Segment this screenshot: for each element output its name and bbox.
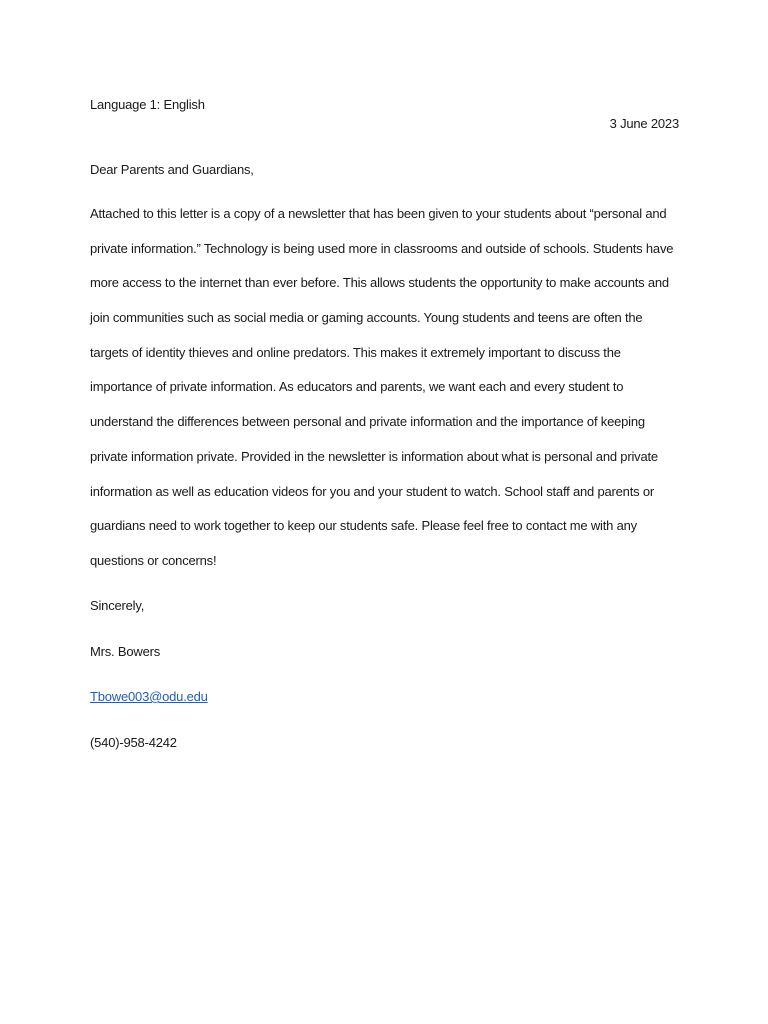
- email-link[interactable]: Tbowe003@odu.edu: [90, 689, 208, 704]
- body-line: Attached to this letter is a copy of a newsletter that has been given to your students about “personal and: [90, 206, 667, 221]
- body-line: targets of identity thieves and online predators. This makes it extremely important to discuss the: [90, 344, 621, 360]
- body-line: understand the differences between personal and private information and the importance of keeping: [90, 414, 645, 430]
- body-line: guardians need to work together to keep our students safe. Please feel free to contact me with any: [90, 518, 637, 534]
- body-line: more access to the internet than ever before. This allows students the opportunity to make accounts and: [90, 275, 669, 291]
- body-line: private information private. Provided in the newsletter is information about what is personal and private: [90, 448, 658, 464]
- letter-date: 3 June 2023: [609, 116, 679, 131]
- signature-name: Mrs. Bowers: [90, 644, 161, 659]
- closing: Sincerely,: [90, 598, 145, 613]
- letter-body: [90, 200, 690, 582]
- phone-number: (540)-958-4242: [90, 735, 177, 750]
- body-line: questions or concerns!: [90, 552, 217, 568]
- body-line: importance of private information. As educators and parents, we want each and every student to: [90, 379, 624, 395]
- body-line: information as well as education videos for you and your student to watch. School staff and parents or: [90, 483, 654, 499]
- body-line: private information.” Technology is being used more in classrooms and outside of schools. Students have: [90, 240, 674, 256]
- language-line: Language 1: English: [90, 97, 205, 112]
- salutation: Dear Parents and Guardians,: [90, 162, 254, 177]
- body-line: join communities such as social media or gaming accounts. Young students and teens are often the: [90, 310, 643, 326]
